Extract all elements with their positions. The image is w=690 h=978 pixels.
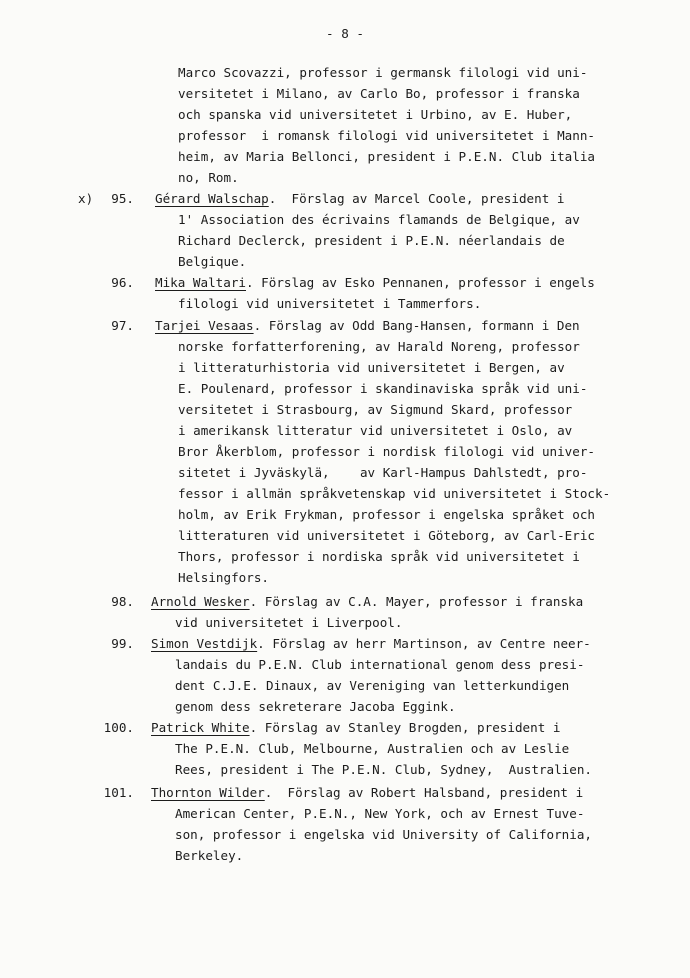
text-line: litteraturen vid universitetet i Göteborg, av Carl-Eric	[178, 528, 596, 543]
text-line: Richard Declerck, president i P.E.N. néerlandais de	[178, 233, 565, 248]
entry-first-line	[151, 782, 583, 803]
text-line: i amerikansk litteratur vid universitetet i Oslo, av	[178, 423, 573, 438]
text-line: Bror Åkerblom, professor i nordisk filologi vid univer-	[178, 444, 596, 459]
text-line: landais du P.E.N. Club international genom dess presi-	[175, 657, 585, 672]
text-line: heim, av Maria Bellonci, president i P.E.N. Club italia	[178, 149, 596, 164]
text-line: Thors, professor i nordiska språk vid universitetet i	[178, 549, 580, 564]
nominee-name: Patrick White	[151, 720, 250, 735]
entry-number: 97.	[111, 318, 134, 333]
entry-text: . Förslag av herr Martinson, av Centre neer-	[257, 636, 591, 651]
text-line: The P.E.N. Club, Melbourne, Australien och av Leslie	[175, 741, 570, 756]
entry-number: 101.	[103, 785, 134, 800]
text-line: filologi vid universitetet i Tammerfors.	[178, 296, 482, 311]
text-line: vid universitetet i Liverpool.	[175, 615, 403, 630]
nominee-name: Gérard Walschap	[155, 191, 269, 206]
entry-first-line	[151, 633, 591, 654]
entry-number: 99.	[111, 636, 134, 651]
text-line: versitetet i Milano, av Carlo Bo, professor i franska	[178, 86, 580, 101]
text-line: American Center, P.E.N., New York, och av Ernest Tuve-	[175, 806, 585, 821]
text-line: professor i romansk filologi vid universitetet i Mann-	[178, 128, 596, 143]
entry-first-line	[155, 188, 564, 209]
entry-text: . Förslag av Esko Pennanen, professor i engels	[246, 275, 595, 290]
entry-number: 100.	[103, 720, 134, 735]
entry-number: 96.	[111, 275, 134, 290]
entry-text: . Förslag av Odd Bang-Hansen, formann i Den	[253, 318, 580, 333]
nominee-name: Thornton Wilder	[151, 785, 265, 800]
text-line: son, professor i engelska vid University of California,	[175, 827, 593, 842]
text-line: Rees, president i The P.E.N. Club, Sydney, Australien.	[175, 762, 593, 777]
text-line: no, Rom.	[178, 170, 239, 185]
entry-first-line	[151, 717, 560, 738]
text-line: Belgique.	[178, 254, 247, 269]
entry-mark: x)	[78, 191, 94, 206]
nominee-name: Arnold Wesker	[151, 594, 250, 609]
nominee-name: Tarjei Vesaas	[155, 318, 254, 333]
page-number: - 8 -	[326, 26, 364, 41]
entry-text: . Förslag av Robert Halsband, president i	[264, 785, 584, 800]
text-line: 1' Association des écrivains flamands de Belgique, av	[178, 212, 580, 227]
entry-first-line	[155, 272, 595, 293]
text-line: Berkeley.	[175, 848, 244, 863]
text-line: dent C.J.E. Dinaux, av Vereniging van letterkundigen	[175, 678, 570, 693]
entry-number: 98.	[111, 594, 134, 609]
entry-text: . Förslag av Stanley Brogden, president i	[249, 720, 561, 735]
text-line: holm, av Erik Frykman, professor i engelska språket och	[178, 507, 596, 522]
entry-text: . Förslag av C.A. Mayer, professor i franska	[249, 594, 584, 609]
entry-text: . Förslag av Marcel Coole, president i	[268, 191, 565, 206]
text-line: i litteraturhistoria vid universitetet i Bergen, av	[178, 360, 565, 375]
text-line: Helsingfors.	[178, 570, 269, 585]
entry-number: 95.	[111, 191, 134, 206]
text-line: sitetet i Jyväskylä, av Karl-Hampus Dahlstedt, pro-	[178, 465, 588, 480]
text-line: Marco Scovazzi, professor i germansk filologi vid uni-	[178, 65, 588, 80]
text-line: och spanska vid universitetet i Urbino, av E. Huber,	[178, 107, 573, 122]
text-line: E. Poulenard, professor i skandinaviska språk vid uni-	[178, 381, 588, 396]
entry-first-line	[151, 591, 583, 612]
text-line: genom dess sekreterare Jacoba Eggink.	[175, 699, 456, 714]
entry-first-line	[155, 315, 580, 336]
nominee-name: Mika Waltari	[155, 275, 246, 290]
text-line: versitetet i Strasbourg, av Sigmund Skard, professor	[178, 402, 573, 417]
nominee-name: Simon Vestdijk	[151, 636, 258, 651]
text-line: fessor i allmän språkvetenskap vid universitetet i Stock-	[178, 486, 611, 501]
text-line: norske forfatterforening, av Harald Noreng, professor	[178, 339, 580, 354]
